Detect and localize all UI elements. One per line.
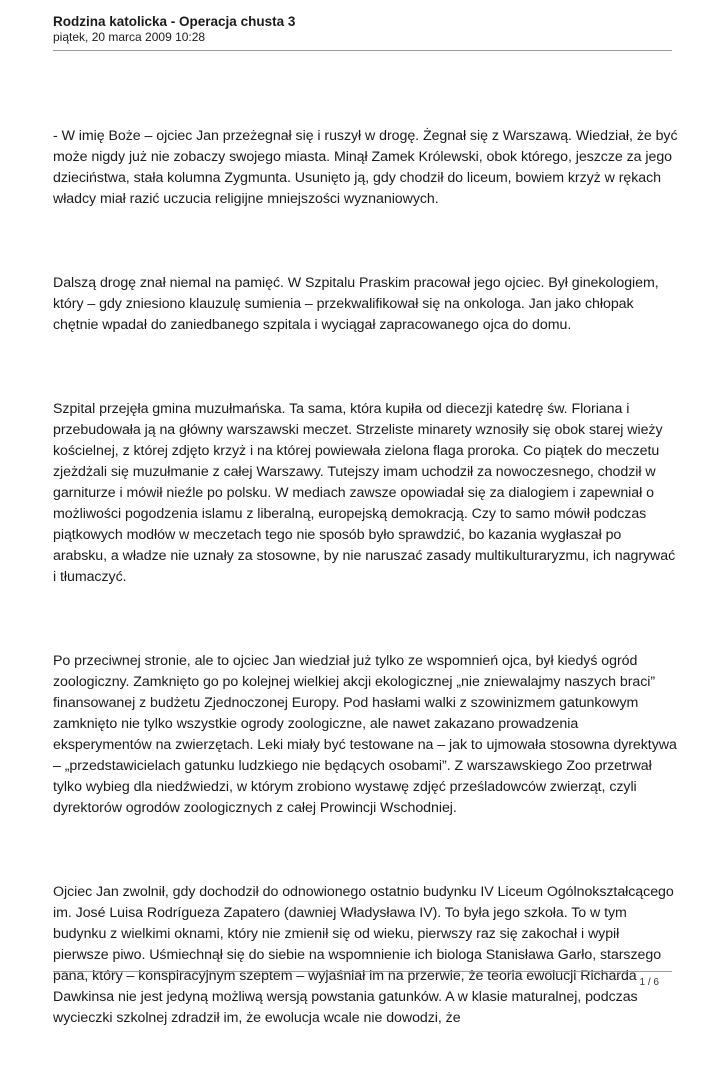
article-body <box>53 126 678 1092</box>
paragraph: Szpital przejęła gmina muzułmańska. Ta sama, która kupiła od diecezji katedrę św. Floriana i przebudowała ją na główny warszawski meczet. Strzeliste minarety wznosiły się obok starej wieży kościelnej, z której zdjęto krzyż i na której powiewała zielona flaga proroka. Co piątek do meczetu zjeżdżali się muzułmanie z całej Warszawy. Tutejszy imam uchodził za nowoczesnego, chodził w garniturze i mówił nieźle po polsku. W mediach zawsze opowiadał się za dialogiem i zapewniał o możliwości pogodzenia islamu z liberalną, europejską demokracją. Czy to samo mówił podczas piątkowych modłów w meczetach tego nie sposób było sprawdzić, bo kazania wygłaszał po arabsku, a władze nie uznały za stosowne, by nie naruszać zasady multikulturaryzmu, ich nagrywać i tłumaczyć. <box>53 401 676 585</box>
paragraph: - W imię Boże – ojciec Jan przeżegnał się i ruszył w drogę. Żegnał się z Warszawą. Wiedział, że być może nigdy już nie zobaczy swojego miasta. Minął Zamek Królewski, obok którego, jeszcze za jego dzieciństwa, stała kolumna Zygmunta. Usunięto ją, gdy chodził do liceum, bowiem krzyż w rękach władcy miał razić uczucia religijne mniejszości wyznaniowych. <box>53 128 678 207</box>
paragraph: Po przeciwnej stronie, ale to ojciec Jan wiedział już tylko ze wspomnień ojca, był kiedyś ogród zoologiczny. Zamknięto go po kolejnej wielkiej akcji ekologicznej „nie zniewalajmy naszych braci” finansowanej z budżetu Zjednoczonej Europy. Pod hasłami walki z szowinizmem gatunkowym zamknięto nie tylko wszystkie ogrody zoologiczne, ale nawet zakazano prowadzenia eksperymentów na zwierzętach. Leki miały być testowane na – jak to ujmowała stosowna dyrektywa – „przedstawicielach gatunku ludzkiego nie będących osobami”. Z warszawskiego Zoo przetrwał tylko wybieg dla niedźwiedzi, w którym zrobiono wystawę zdjęć prześladowców zwierząt, czyli dyrektorów ogrodów zoologicznych z całej Prowincji Wschodniej. <box>53 653 677 816</box>
document-header <box>53 14 673 45</box>
paragraph: Dalszą drogę znał niemal na pamięć. W Szpitalu Praskim pracował jego ojciec. Był ginekologiem, który – gdy zniesiono klauzulę sumienia – przekwalifikował się na onkologa. Jan jako chłopak chętnie wpadał do zaniedbanego szpitala i wyciągał zapracowanego ojca do domu. <box>53 275 659 333</box>
footer-divider <box>53 971 672 972</box>
paragraph: Ojciec Jan zwolnił, gdy dochodził do odnowionego ostatnio budynku IV Liceum Ogólnokształcącego im. José Luisa Rodrígueza Zapatero (dawniej Władysława IV). To była jego szkoła. To w tym budynku z wielkimi oknami, który nie zmienił się od wieku, pierwszy raz się zakochał i wypił pierwsze piwo. Uśmiechnął się do siebie na wspomnienie ich biologa Stanisława Garło, starszego pana, który – konspiracyjnym szeptem – wyjaśniał im na przerwie, że teoria ewolucji Richarda Dawkinsa nie jest jedyną możliwą wersją powstania gatunków. A w klasie maturalnej, podczas wycieczki szkolnej zdradził im, że ewolucja wcale nie dowodzi, że <box>53 884 674 1026</box>
article-title: Rodzina katolicka - Operacja chusta 3 <box>53 14 296 29</box>
page-number: 1 / 6 <box>639 977 659 988</box>
article-date: piątek, 20 marca 2009 10:28 <box>53 30 206 44</box>
header-divider <box>53 50 672 51</box>
